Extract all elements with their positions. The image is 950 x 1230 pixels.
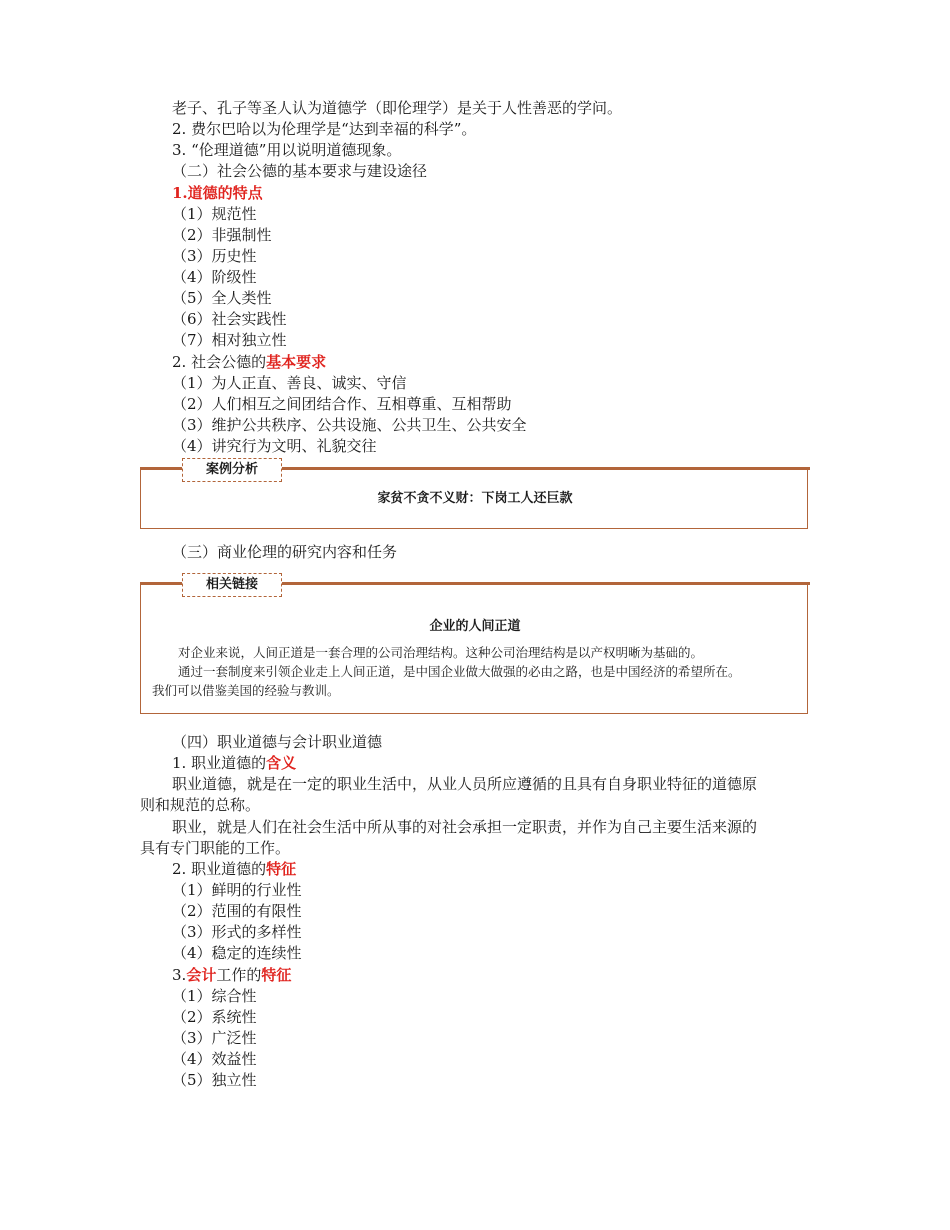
- list-item: （1）综合性: [172, 987, 257, 1005]
- subheading-morality: 1.道德的特点: [172, 184, 263, 202]
- subheading-features: 2. 职业道德的特征: [172, 860, 297, 878]
- list-item: （1）为人正直、善良、诚实、守信: [172, 374, 407, 392]
- link-paragraph: 通过一套制度来引领企业走上人间正道，是中国企业做大做强的必由之路，也是中国经济的希望所在。: [178, 664, 741, 679]
- subheading-social: 2. 社会公德的基本要求: [172, 353, 327, 371]
- list-item: （3）广泛性: [172, 1029, 257, 1047]
- link-paragraph: 对企业来说，人间正道是一套合理的公司治理结构。这种公司治理结构是以产权明晰为基础的。: [178, 645, 704, 660]
- section-heading: （二）社会公德的基本要求与建设途径: [172, 162, 428, 180]
- list-item: （5）全人类性: [172, 289, 272, 307]
- list-item: （4）稳定的连续性: [172, 944, 302, 962]
- list-item: （2）非强制性: [172, 226, 272, 244]
- list-item: （5）独立性: [172, 1071, 257, 1089]
- list-item: （7）相对独立性: [172, 331, 287, 349]
- list-item: （2）系统性: [172, 1008, 257, 1026]
- list-item: （2）范围的有限性: [172, 902, 302, 920]
- link-title: 企业的人间正道: [429, 619, 521, 634]
- text-line: 老子、孔子等圣人认为道德学（即伦理学）是关于人性善恶的学问。: [172, 99, 623, 117]
- paragraph-line: 职业，就是人们在社会生活中所从事的对社会承担一定职责，并作为自己主要生活来源的: [172, 818, 758, 836]
- subheading-accounting: 3.会计工作的特征: [172, 966, 292, 984]
- list-item: （4）效益性: [172, 1050, 257, 1068]
- list-item: （3）历史性: [172, 247, 257, 265]
- section-heading: （四）职业道德与会计职业道德: [172, 733, 383, 751]
- text-line: 2. 费尔巴哈以为伦理学是“达到幸福的科学”。: [172, 120, 477, 138]
- list-item: （1）规范性: [172, 205, 257, 223]
- subheading-meaning: 1. 职业道德的含义: [172, 754, 297, 772]
- paragraph-line: 职业道德，就是在一定的职业生活中，从业人员所应遵循的且具有自身职业特征的道德原: [172, 775, 758, 793]
- section-heading: （三）商业伦理的研究内容和任务: [172, 543, 398, 561]
- link-paragraph: 我们可以借鉴美国的经验与教训。: [152, 683, 340, 698]
- paragraph-line: 具有专门职能的工作。: [140, 839, 291, 857]
- case-analysis-tag: 案例分析: [182, 458, 282, 482]
- list-item: （6）社会实践性: [172, 310, 287, 328]
- list-item: （4）阶级性: [172, 268, 257, 286]
- list-item: （2）人们相互之间团结合作、互相尊重、互相帮助: [172, 395, 512, 413]
- related-link-tag: 相关链接: [182, 573, 282, 597]
- text-line: 3. “伦理道德”用以说明道德现象。: [172, 141, 402, 159]
- list-item: （1）鲜明的行业性: [172, 881, 302, 899]
- case-title: 家贫不贪不义财：下岗工人还巨款: [377, 491, 573, 506]
- list-item: （3）形式的多样性: [172, 923, 302, 941]
- list-item: （3）维护公共秩序、公共设施、公共卫生、公共安全: [172, 416, 527, 434]
- list-item: （4）讲究行为文明、礼貌交往: [172, 437, 377, 455]
- paragraph-line: 则和规范的总称。: [140, 796, 261, 814]
